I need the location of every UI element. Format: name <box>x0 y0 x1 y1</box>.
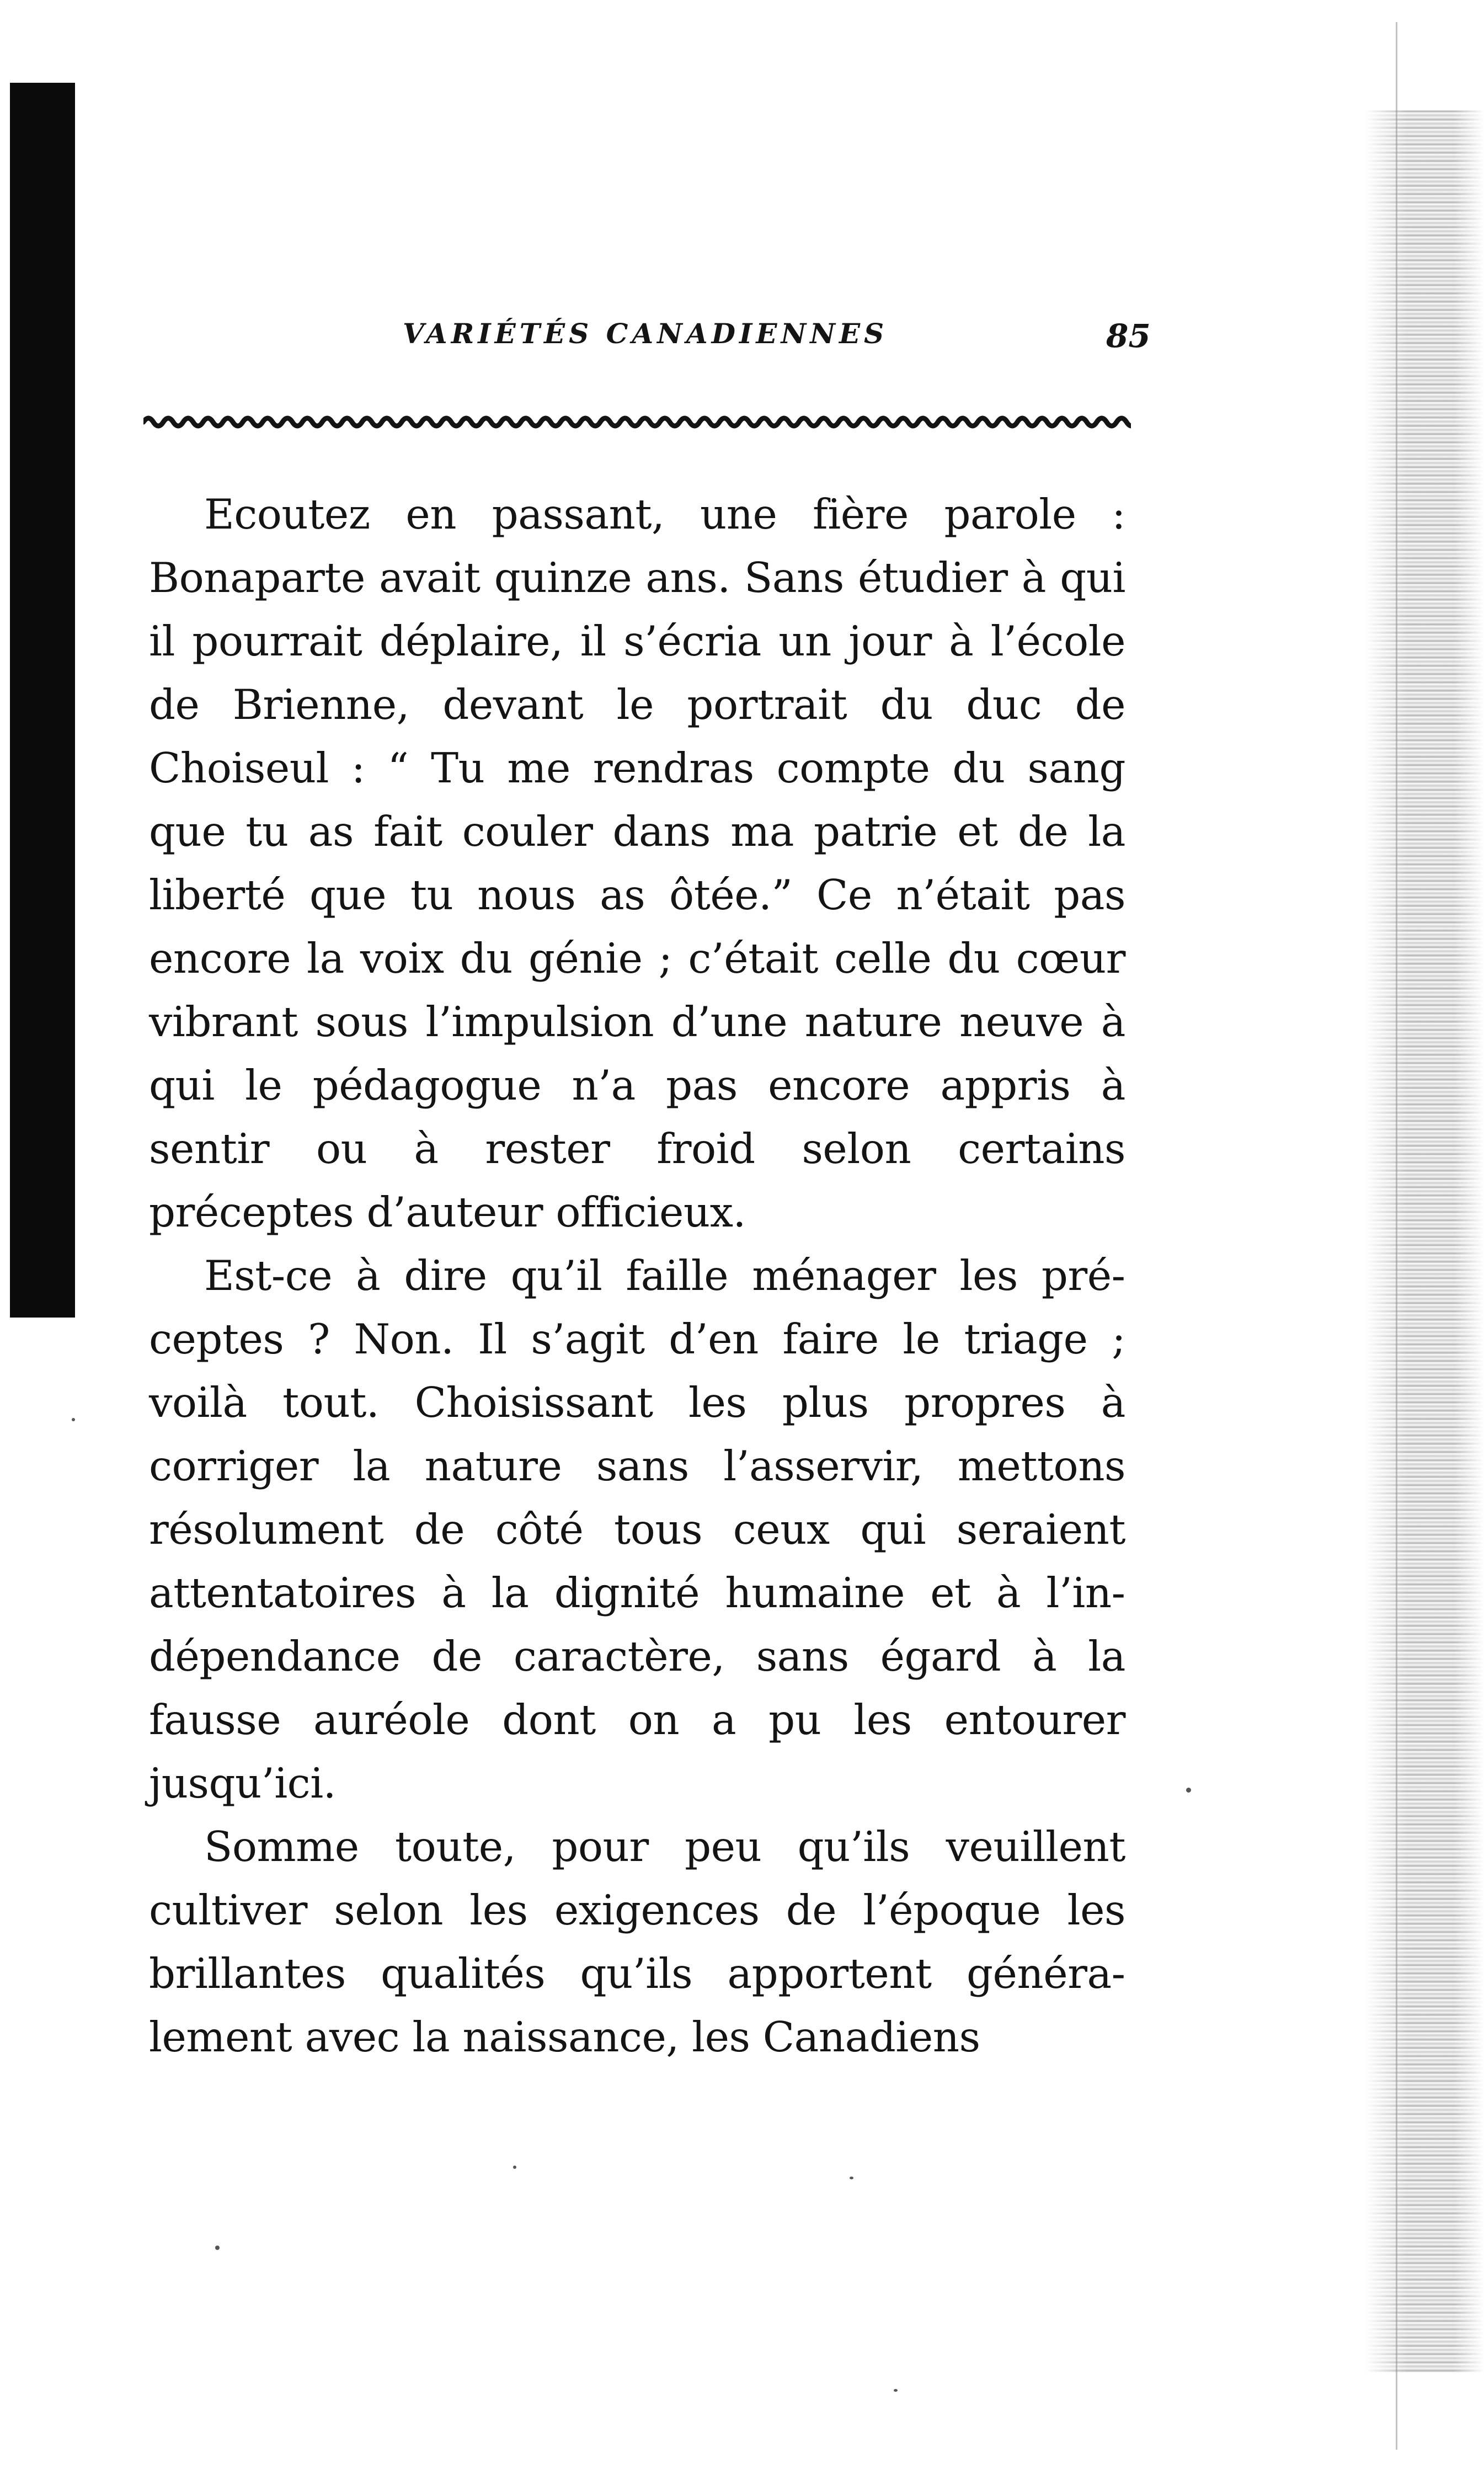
page-number: 85 <box>1106 317 1151 355</box>
body-text <box>149 483 1125 2069</box>
page-header <box>143 317 1151 367</box>
scan-edge-line <box>1396 22 1397 2450</box>
scan-speck <box>215 2246 220 2250</box>
running-title: VARIÉTÉS CANADIENNES <box>403 317 888 350</box>
paragraph-3: Somme toute, pour peu qu’ils veuillent cultiver selon les exigences de l’époque les brillantes qualités qu’ils apportent généralement avec la naissance, les Canadiens <box>149 1822 1125 2061</box>
paragraph-1: Ecoutez en passant, une fière parole : Bonaparte avait quinze ans. Sans étudier à qui il pourrait déplaire, il s’écria un jour à l’école de Brienne, devant le portrait du duc de Choiseul : “ Tu me rendras compte du sang que tu as fait couler dans ma patrie et de la liberté que tu nous as ôtée.” Ce n’était pas encore la voix du génie ; c’était celle du cœur vibrant sous l’impulsion d’une nature neuve à qui le pédagogue n’a pas encore appris à sentir ou à rester froid selon certains préceptes d’auteur officieux. <box>149 490 1125 1236</box>
scan-edge-noise <box>1365 110 1484 2372</box>
scan-speck <box>1186 1788 1191 1793</box>
binding-edge <box>10 83 75 1318</box>
scan-speck <box>72 1418 75 1421</box>
scan-speck <box>894 2389 898 2392</box>
wavy-rule-ornament <box>143 411 1131 433</box>
paragraph-2: Est-ce à dire qu’il faille ménager les préceptes ? Non. Il s’agit d’en faire le triage ; voilà tout. Choisissant les plus propres à corriger la nature sans l’asservir, mettons résolument de côté tous ceux qui seraient attentatoires à la dignité humaine et à l’indépendance de caractère, sans égard à la fausse auréole dont on a pu les entourer jusqu’ici. <box>149 1251 1125 1807</box>
scan-speck <box>513 2166 516 2169</box>
scan-speck <box>850 2177 853 2179</box>
